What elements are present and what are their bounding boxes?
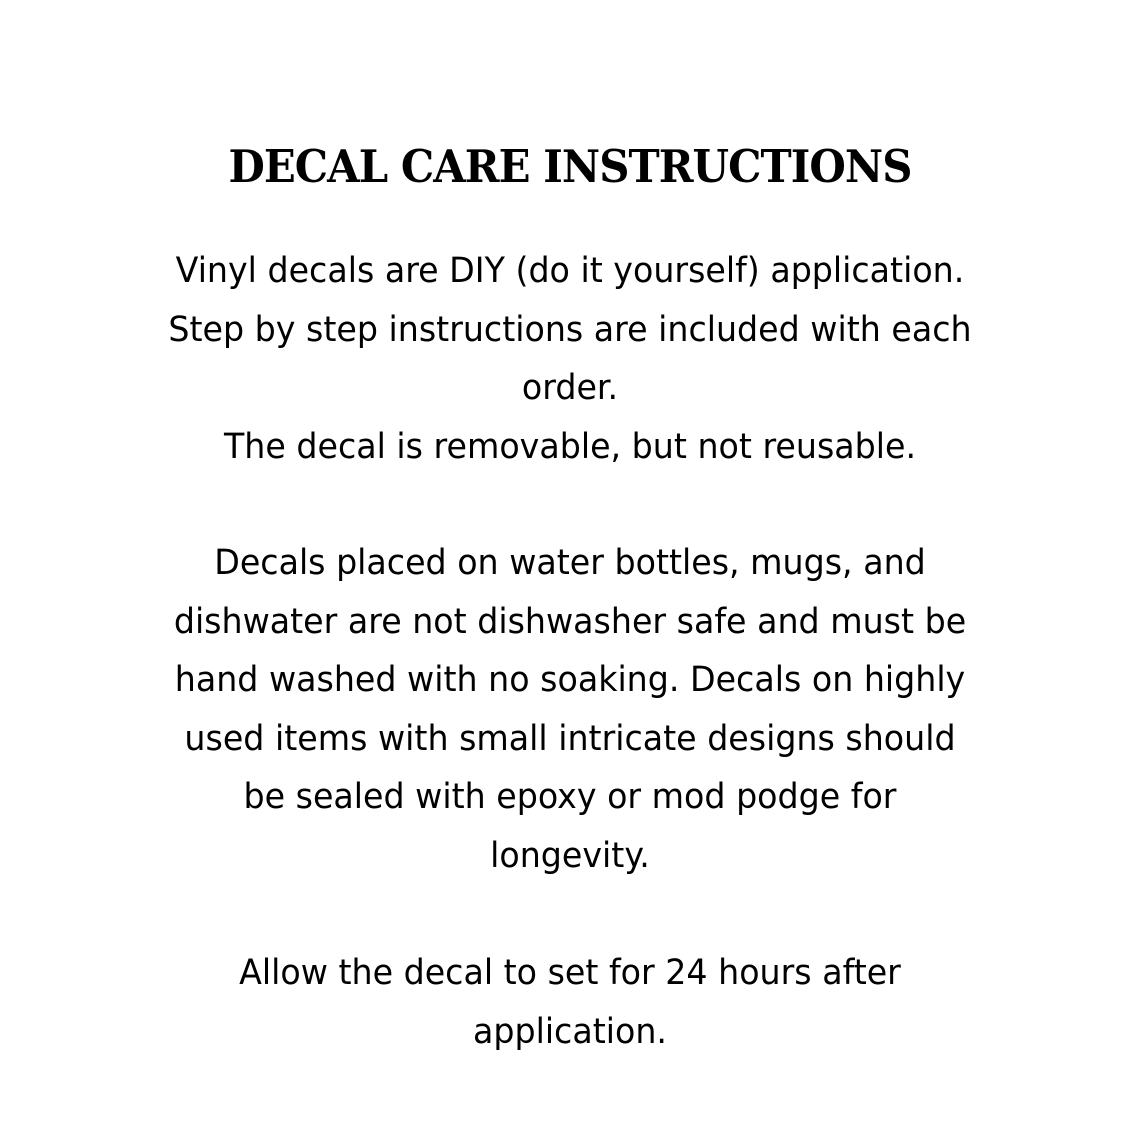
text-line: Decals placed on water bottles, mugs, and [214,543,926,583]
text-line: longevity. [490,835,650,876]
text-line: dishwater are not dishwasher safe and must be [173,601,967,642]
text-line: be sealed with epoxy or mod podge for [243,777,897,817]
paragraph-setting-time [95,944,1045,1061]
text-line: application. [472,1011,667,1052]
paragraph-application [95,242,1045,476]
text-line: Allow the decal to set for 24 hours after [239,953,901,993]
text-line: hand washed with no soaking. Decals on highly [174,660,966,700]
text-line: Vinyl decals are DIY (do it yourself) application. [175,251,965,291]
paragraph-washing [95,534,1045,885]
text-line: Step by step instructions are included with each [168,309,972,350]
text-line: The decal is removable, but not reusable. [223,426,917,467]
text-line: order. [521,368,619,408]
text-line: used items with small intricate designs should [184,718,956,759]
page-title: DECAL CARE INSTRUCTIONS [228,140,912,193]
